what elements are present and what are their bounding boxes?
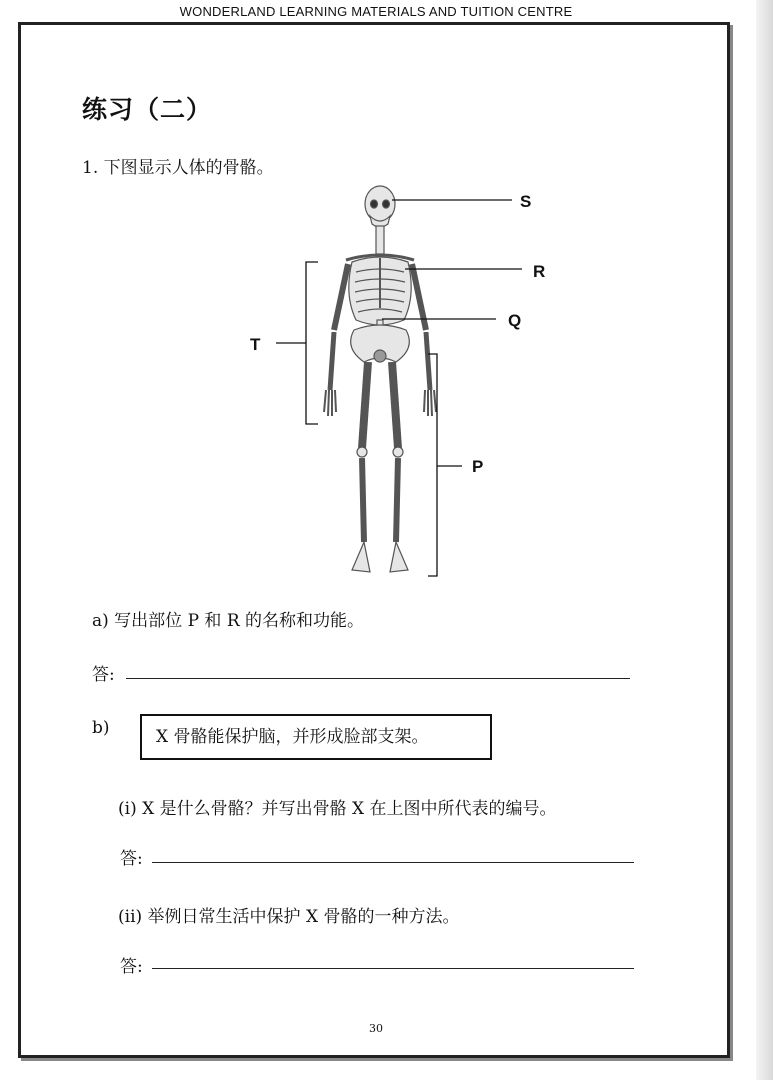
page-header: WONDERLAND LEARNING MATERIALS AND TUITION CENTRE — [179, 4, 573, 19]
question-a-prompt: a) 写出部位 P 和 R 的名称和功能。 — [92, 611, 365, 631]
label-p: P — [472, 457, 484, 476]
label-r: R — [533, 262, 546, 281]
label-s: S — [520, 192, 532, 211]
label-t: T — [250, 335, 261, 354]
exercise-title: 练习（二） — [82, 95, 213, 124]
question-b-label: b) — [92, 718, 110, 738]
question-1-prompt: 1. 下图显示人体的骨骼。 — [82, 158, 274, 178]
answer-b-i-label: 答: — [120, 849, 143, 869]
question-b-ii-prompt: (ii) 举例日常生活中保护 X 骨骼的一种方法。 — [118, 907, 460, 927]
answer-a-label: 答: — [92, 665, 115, 685]
page-number: 30 — [369, 1022, 383, 1035]
answer-b-ii-label: 答: — [120, 957, 143, 977]
answer-b-ii-line[interactable] — [152, 968, 634, 969]
answer-a-line[interactable] — [126, 678, 630, 679]
label-q: Q — [508, 311, 522, 330]
question-b-statement-box: X 骨骼能保护脑，并形成脸部支架。 — [140, 714, 492, 760]
answer-b-i-line[interactable] — [152, 862, 634, 863]
question-b-i-prompt: (i) X 是什么骨骼？并写出骨骼 X 在上图中所代表的编号。 — [118, 799, 557, 819]
